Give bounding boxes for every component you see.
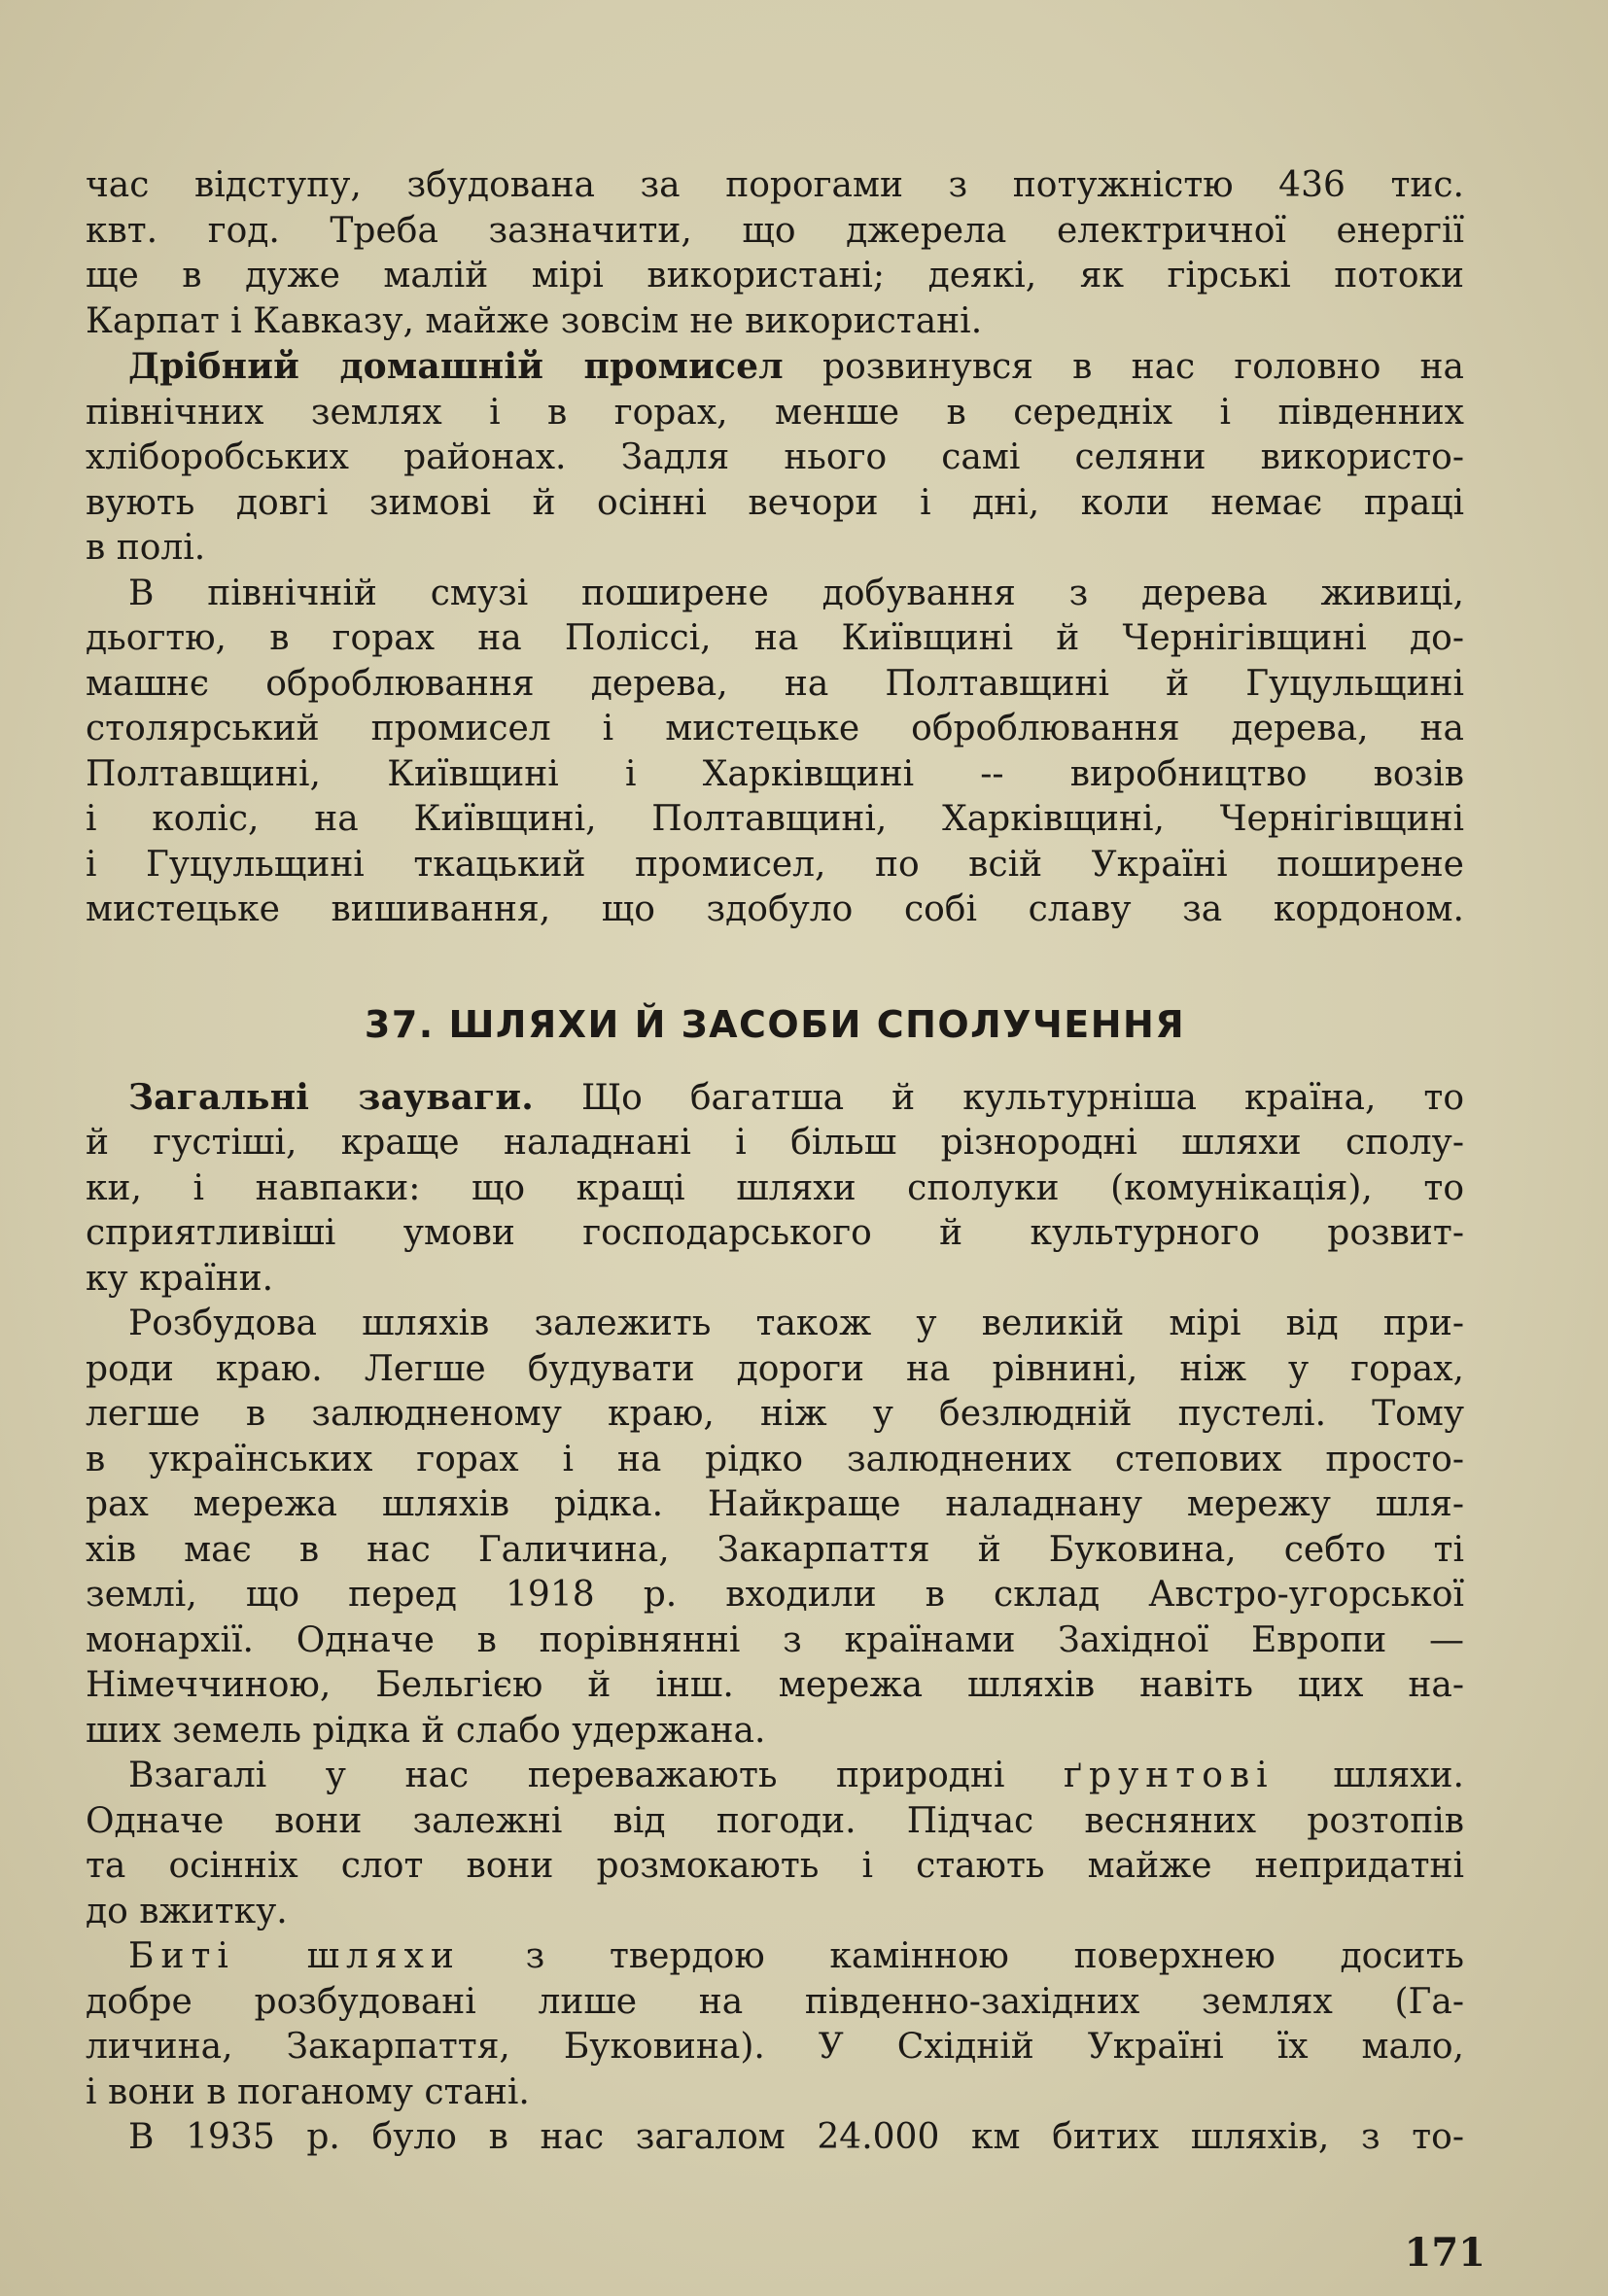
text-line: північних землях і в горах, менше в середніх і південних <box>86 392 1464 433</box>
text-line: ки, і навпаки: що кращі шляхи сполуки (комунікація), то <box>86 1167 1464 1208</box>
text-line: В північній смузі поширене добування з дерева живиці, <box>128 573 1464 613</box>
text-line: машнє оброблювання дерева, на Полтавщині й Гуцульщині <box>86 663 1464 704</box>
text-line: легше в залюдненому краю, ніж у безлюдній пустелі. Тому <box>86 1394 1464 1434</box>
text-line: добре розбудовані лише на південно-західних землях (Га- <box>86 1981 1464 2022</box>
text-line: дьогтю, в горах на Поліссі, на Київщині й Чернігівщині до- <box>86 618 1464 658</box>
paragraph-road-development <box>86 1302 1464 1754</box>
text-line: ку країни. <box>86 1258 274 1299</box>
text-line: вують довгі зимові й осінні вечори і дні, коли немає праці <box>86 482 1464 523</box>
text-line: личина, Закарпаття, Буковина). У Східній Україні їх мало, <box>86 2027 1464 2067</box>
text-line: мистецьке вишивання, що здобуло собі славу за кордоном. <box>86 889 1464 929</box>
text-line: ще в дуже малій мірі використані; деякі, як гірські потоки <box>86 256 1464 296</box>
text-line: столярський промисел і мистецьке оброблювання дерева, на <box>86 709 1464 748</box>
text-line: Дрібний домашній промисел розвинувся в нас головно на <box>128 346 1464 387</box>
paragraph-home-industry <box>86 344 1464 572</box>
paragraph-regional-crafts <box>86 572 1464 933</box>
text-line: Карпат і Кавказу, майже зовсім не використані. <box>86 300 983 341</box>
text-line: Розбудова шляхів залежить також у великій мірі від при- <box>128 1304 1464 1343</box>
paragraph-electric-energy <box>86 163 1464 344</box>
bold-term: Загальні зауваги. <box>128 1076 535 1118</box>
text-line: монархії. Одначе в порівнянні з країнами Західної Европи — <box>86 1619 1464 1660</box>
text-line: до вжитку. <box>86 1891 288 1931</box>
paragraph-road-statistics <box>86 2115 1464 2161</box>
section-title: 37. ШЛЯХИ Й ЗАСОБИ СПОЛУЧЕННЯ <box>364 1002 1186 1046</box>
paragraph-general-remarks <box>86 1075 1464 1303</box>
text-line: землі, що перед 1918 р. входили в склад Австро-угорської <box>86 1575 1464 1615</box>
text-line: і Гуцульщині ткацький промисел, по всій Україні поширене <box>86 844 1464 885</box>
text-line: хліборобських районах. Задля нього самі селяни використо- <box>86 437 1464 477</box>
text-line: Полтавщині, Київщині і Харківщині -- виробництво возів <box>86 753 1464 794</box>
text-line: в українських горах і на рідко залюднених степових просто- <box>86 1439 1464 1479</box>
text-line: Биті шляхи з твердою камінною поверхнею досить <box>128 1936 1465 1976</box>
text-line: рах мережа шляхів рідка. Найкраще наладнану мережу шля- <box>86 1484 1464 1524</box>
text-line: ших земель рідка й слабо удержана. <box>86 1710 766 1751</box>
paragraph-paved-roads <box>86 1934 1464 2115</box>
text-line: і коліс, на Київщині, Полтавщині, Харківщині, Чернігівщині <box>86 799 1464 839</box>
text-line: роди краю. Легше будувати дороги на рівнині, ніж у горах, <box>86 1348 1464 1389</box>
bold-term: Дрібний домашній промисел <box>128 346 784 387</box>
text-line: Взагалі у нас переважають природні ґрунтові шляхи. <box>128 1756 1464 1795</box>
text-line: сприятливіші умови господарського й культурного розвит- <box>86 1213 1464 1253</box>
text-line: хів має в нас Галичина, Закарпаття й Буковина, себто ті <box>86 1529 1464 1570</box>
text-line: В 1935 р. було в нас загалом 24.000 км битих шляхів, з то- <box>128 2117 1464 2157</box>
text-line: Загальні зауваги. Що багатша й культурніша країна, то <box>128 1076 1465 1118</box>
text-line: й густіші, краще наладнані і більш різнородні шляхи сполу- <box>86 1123 1464 1163</box>
spaced-term: ґрунтові <box>1064 1756 1275 1795</box>
text-line: Одначе вони залежні від погоди. Підчас весняних розтопів <box>86 1800 1464 1841</box>
text-line: Німеччиною, Бельгією й інш. мережа шляхів навіть цих на- <box>86 1665 1464 1705</box>
paragraph-dirt-roads <box>86 1754 1464 1934</box>
text-line: квт. год. Треба зазначити, що джерела електричної енергії <box>86 210 1464 251</box>
text-line: час відступу, збудована за порогами з потужністю 436 тис. <box>86 165 1464 205</box>
page-number: 171 <box>1404 2230 1486 2276</box>
text-line: та осінніх слот вони розмокають і стають майже непридатні <box>86 1846 1464 1886</box>
spaced-term: Биті шляхи <box>128 1936 461 1976</box>
text-line: в полі. <box>86 528 206 568</box>
text-line: і вони в поганому стані. <box>86 2071 530 2112</box>
